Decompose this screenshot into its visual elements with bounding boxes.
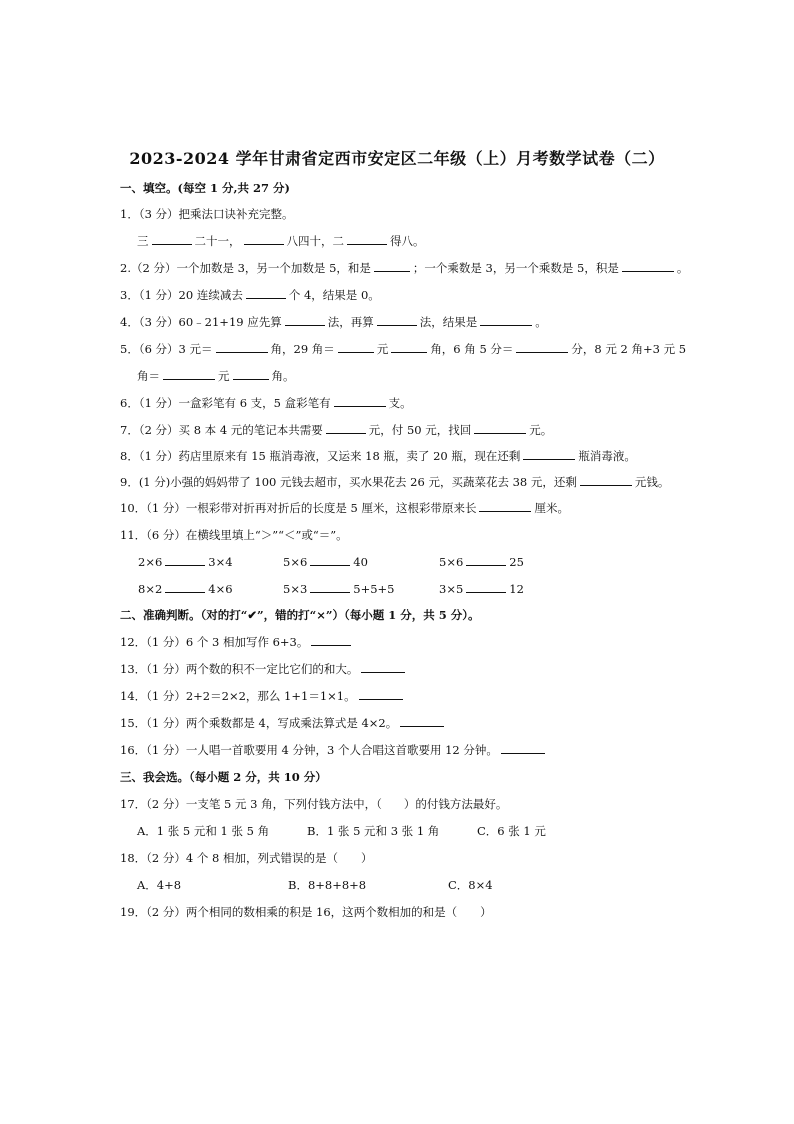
answer-blank[interactable]: [347, 233, 387, 245]
question-13: 13．（1 分）两个数的积不一定比它们的和大。: [120, 661, 408, 677]
answer-blank[interactable]: [474, 422, 526, 434]
answer-blank[interactable]: [622, 260, 674, 272]
section-judge: 二、准确判断。（对的打“✔”，错的打“×”）（每小题 1 分，共 5 分）。: [120, 608, 480, 622]
question-1: 1．（3 分）把乘法口诀补充完整。: [120, 207, 294, 221]
answer-blank[interactable]: [310, 581, 350, 593]
answer-blank[interactable]: [400, 715, 444, 727]
answer-blank[interactable]: [359, 688, 403, 700]
section-fill-in: 一、填空。(每空 1 分,共 27 分): [120, 181, 290, 195]
question-7: 7．（2 分）买 8 本 4 元的笔记本共需要 元，付 50 元，找回 元。: [120, 423, 553, 437]
answer-blank[interactable]: [285, 314, 325, 326]
answer-blank[interactable]: [466, 581, 506, 593]
question-4: 4．（3 分）60﹣21+19 应先算 法，再算 法，结果是 。: [120, 315, 547, 329]
question-15: 15．（1 分）两个乘数都是 4，写成乘法算式是 4×2。: [120, 715, 447, 731]
question-9: 9．(1 分)小强的妈妈带了 100 元钱去超市，买水果花去 26 元，买蔬菜花去 38 元，还剩 元钱。: [120, 475, 670, 489]
option-c[interactable]: C．8×4: [448, 878, 493, 892]
question-17: 17．（2 分）一支笔 5 元 3 角，下列付钱方法中，（ ）的付钱方法最好。: [120, 797, 508, 811]
option-a[interactable]: A．4+8: [137, 878, 182, 892]
question-18: 18．（2 分）4 个 8 相加，列式错误的是（ ）: [120, 851, 373, 865]
answer-blank[interactable]: [361, 661, 405, 673]
answer-blank[interactable]: [479, 500, 531, 512]
question-16: 16．（1 分）一人唱一首歌要用 4 分钟，3 个人合唱这首歌要用 12 分钟。: [120, 742, 548, 758]
answer-blank[interactable]: [244, 233, 284, 245]
answer-blank[interactable]: [580, 474, 632, 486]
question-12: 12．（1 分）6 个 3 相加写作 6+3。: [120, 634, 354, 650]
answer-blank[interactable]: [523, 448, 575, 460]
option-c[interactable]: C．6 张 1 元: [477, 824, 546, 838]
answer-blank[interactable]: [311, 634, 351, 646]
answer-blank[interactable]: [480, 314, 532, 326]
answer-blank[interactable]: [377, 314, 417, 326]
question-6: 6．（1 分）一盒彩笔有 6 支，5 盒彩笔有 支。: [120, 396, 412, 410]
question-5: 5．（6 分）3 元＝ 角，29 角＝ 元 角，6 角 5 分＝ 分，8 元 2 角+3 元 5: [120, 342, 687, 356]
question-11: 11．（6 分）在横线里填上“＞”“＜”或“＝”。: [120, 528, 348, 542]
answer-blank[interactable]: [163, 368, 215, 380]
option-b[interactable]: B．8+8+8+8: [288, 878, 367, 892]
question-14: 14．（1 分）2+2＝2×2，那么 1+1＝1×1。: [120, 688, 406, 704]
question-19: 19．（2 分）两个相同的数相乘的积是 16，这两个数相加的和是（ ）: [120, 905, 492, 919]
page-title: 2023-2024 学年甘肃省定西市安定区二年级（上）月考数学试卷（二）: [129, 149, 665, 168]
answer-blank[interactable]: [233, 368, 269, 380]
option-b[interactable]: B．1 张 5 元和 3 张 1 角: [307, 824, 440, 838]
compare-item: 2×6 3×4: [138, 555, 233, 569]
answer-blank[interactable]: [165, 581, 205, 593]
compare-item: 3×5 12: [439, 582, 524, 596]
answer-blank[interactable]: [516, 341, 568, 353]
option-a[interactable]: A．1 张 5 元和 1 张 5 角: [137, 824, 270, 838]
question-8: 8．（1 分）药店里原来有 15 瓶消毒液，又运来 18 瓶，卖了 20 瓶，现在还剩 瓶消毒液。: [120, 449, 636, 463]
question-5-cont: 角＝ 元 角。: [137, 369, 295, 383]
answer-blank[interactable]: [152, 233, 192, 245]
answer-blank[interactable]: [391, 341, 427, 353]
question-1-blanks: 三 二十一， 八四十，二 得八。: [137, 234, 425, 248]
compare-item: 8×2 4×6: [138, 582, 233, 596]
answer-blank[interactable]: [310, 554, 350, 566]
answer-blank[interactable]: [501, 742, 545, 754]
answer-blank[interactable]: [334, 395, 386, 407]
answer-blank[interactable]: [165, 554, 205, 566]
compare-item: 5×3 5+5+5: [283, 582, 395, 596]
compare-item: 5×6 40: [283, 555, 368, 569]
question-2: 2.（2 分）一个加数是 3，另一个加数是 5，和是 ；一个乘数是 3，另一个乘数是 5，积是 。: [120, 261, 689, 275]
question-10: 10．（1 分）一根彩带对折再对折后的长度是 5 厘米，这根彩带原来长 厘米。: [120, 501, 569, 515]
question-3: 3．（1 分）20 连续减去 个 4，结果是 0。: [120, 288, 380, 302]
answer-blank[interactable]: [326, 422, 366, 434]
answer-blank[interactable]: [246, 287, 286, 299]
answer-blank[interactable]: [216, 341, 268, 353]
answer-blank[interactable]: [374, 260, 410, 272]
section-choice: 三、我会选。（每小题 2 分，共 10 分）: [120, 770, 327, 784]
compare-item: 5×6 25: [439, 555, 524, 569]
answer-blank[interactable]: [466, 554, 506, 566]
answer-blank[interactable]: [338, 341, 374, 353]
